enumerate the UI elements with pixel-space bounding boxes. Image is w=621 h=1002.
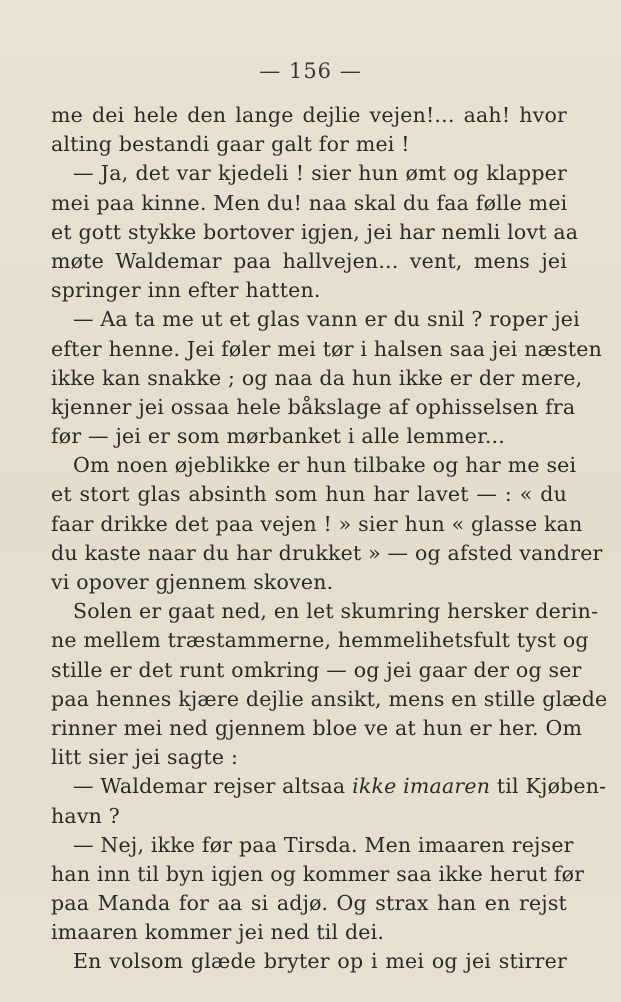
text-line: faar drikke det paa vejen ! » sier hun « glasse kan <box>51 511 583 536</box>
text-line: kjenner jei ossaa hele båkslage af ophisselsen fra <box>51 394 576 419</box>
text-line: me dei hele den lange dejlie vejen!... aah! hvor <box>51 103 567 127</box>
text-span: til Kjøben- <box>490 774 607 799</box>
text-line: Om noen øjeblikke er hun tilbake og har me sei <box>73 453 577 478</box>
text-line: springer inn efter hatten. <box>51 278 321 303</box>
text-line: ne mellem træstammerne, hemmelihetsfult tyst og <box>51 628 589 653</box>
body-text <box>51 101 608 977</box>
text-line: vi opover gjennem skoven. <box>51 570 334 594</box>
italic-text: ikke imaaren <box>352 774 491 799</box>
text-line: imaaren kommer jei ned til dei. <box>51 920 385 945</box>
text-span: — Waldemar rejser altsaa <box>73 774 353 799</box>
text-line: et gott stykke bortover igjen, jei har nemli lovt aa <box>51 219 579 244</box>
text-line: ikke kan snakke ; og naa da hun ikke er der mere, <box>51 365 583 390</box>
text-line: før — jei er som mørbanket i alle lemmer... <box>51 424 505 449</box>
text-line: efter henne. Jei føler mei tør i halsen saa jei næsten <box>51 336 603 361</box>
text-line: et stort glas absinth som hun har lavet — : « du <box>51 482 567 507</box>
text-line: — Ja, det var kjedeli ! sier hun ømt og klapper <box>73 161 567 186</box>
text-line: — Nej, ikke før paa Tirsda. Men imaaren rejser <box>73 832 574 857</box>
text-line: Solen er gaat ned, en let skumring hersker derin- <box>73 599 599 624</box>
text-line: paa Manda for aa si adjø. Og strax han en rejst <box>51 891 567 916</box>
text-line: møte Waldemar paa hallvejen... vent, mens jei <box>51 248 567 273</box>
text-line: du kaste naar du har drukket » — og afsted vandrer <box>51 540 603 565</box>
page-number: — 156 — <box>259 59 362 83</box>
text-line: mei paa kinne. Men du! naa skal du faa følle mei <box>51 190 568 215</box>
text-line: han inn til byn igjen og kommer saa ikke herut før <box>51 861 585 886</box>
text-line: paa hennes kjære dejlie ansikt, mens en stille glæde <box>51 686 608 711</box>
text-line: En volsom glæde bryter op i mei og jei stirrer <box>73 949 567 974</box>
text-line: rinner mei ned gjennem bloe ve at hun er her. Om <box>51 715 583 740</box>
text-line: havn ? <box>51 803 120 828</box>
text-line: — Aa ta me ut et glas vann er du snil ? roper jei <box>73 307 580 332</box>
text-line <box>51 772 607 801</box>
text-line: stille er det runt omkring — og jei gaar der og ser <box>51 657 582 682</box>
text-line: alting bestandi gaar galt for mei ! <box>51 132 410 157</box>
text-line: litt sier jei sagte : <box>51 745 239 770</box>
